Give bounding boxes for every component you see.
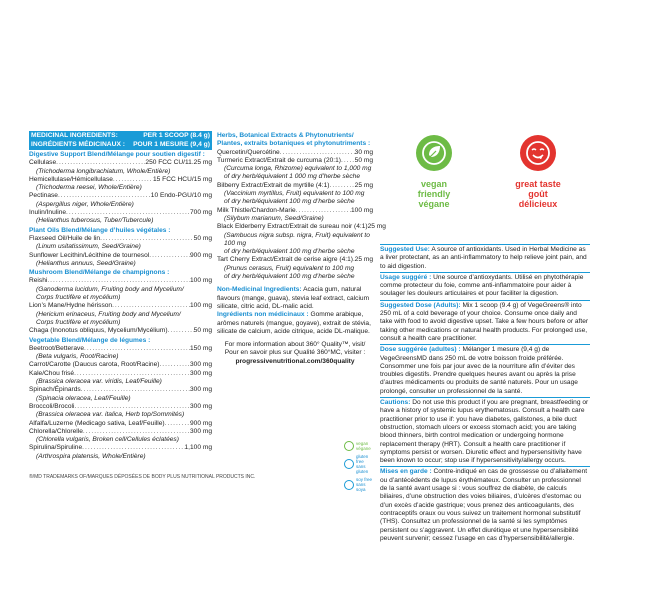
ingredient-row [29, 235, 212, 243]
leader-dots [296, 207, 351, 215]
ingredient-row [29, 370, 212, 378]
header-serving: POUR 1 MESURE (9,4 g) [133, 141, 210, 148]
ingredient-source: (Ganoderma lucidum, Fruiting body and Mycelium/ [36, 285, 184, 293]
info-line-en: For more information about 360° Quality™, visit/ [224, 341, 366, 349]
small-badges [344, 441, 374, 495]
leader-dots [280, 149, 355, 157]
ingredient-row [29, 209, 212, 217]
cautions-text: Do not use this product if you are pregnant, breastfeeding or have a history of systemic lupus erythematosus. Consult a health care practitioner prior to use if: you have diabetes, gallstones, a bile duct obstruction, stomach ulcers or excess stomach acid; you are taking blood thinners, birth control medication or undergoing hormone replacement therapy (HRT). Consult a health care practitioner if symptoms persist or worsen. Diuretic effect and hypersensitivity have been known to occur; stop use if hypersensitivity/allergy occurs. [380, 399, 589, 465]
leader-dots [112, 302, 190, 310]
herb-source: (Silybum marianum, Seed/Graine) [224, 214, 324, 222]
ingredient-row [29, 403, 212, 411]
leader-dots [81, 386, 190, 394]
ingredient-name: Turmeric Extract/Extrait de curcuma (20:1) [217, 156, 341, 164]
ingredient-row [29, 428, 212, 436]
ingredient-name: Black Elderberry Extract/Extrait de sureau noir (4:1) [217, 223, 368, 231]
leader-dots [58, 192, 151, 200]
ingredient-source: (Arthrospira platensis, Whole/Entière) [36, 452, 146, 460]
leader-dots [113, 176, 153, 184]
leader-dots [82, 444, 184, 452]
ingredient-source: (Brassica oleracea var. italica, Herb top/Sommités) [36, 411, 185, 419]
section-title: Vegetable Blend/Mélange de légumes : [29, 336, 151, 344]
ingredient-row [29, 386, 212, 394]
ingredient-name: Quercetin/Quercétine [217, 148, 280, 156]
medicinal-header-en [29, 131, 212, 141]
ingredient-source: Corps fructifère et mycélium) [36, 294, 121, 302]
ingredient-amount: 1,100 mg [184, 444, 212, 452]
leader-dots [84, 345, 190, 353]
header-serving: PER 1 SCOOP (8.4 g) [143, 132, 210, 139]
ingredient-amount: 25 mg [354, 256, 373, 264]
herb-source: of dry herb/équivalent 100 mg d’herbe sèche [224, 248, 355, 256]
taste-label: great taste [515, 179, 561, 189]
ingredient-source: (Aspergillus niger, Whole/Entière) [36, 200, 134, 208]
ingredient-name: Spirulina/Spiruline [29, 444, 83, 452]
ingredient-amount: 50 mg [354, 156, 373, 164]
ingredient-name: Bilberry Extract/Extrait de myrtille (4:1) [217, 181, 330, 189]
trademark-notice: ®/MD TRADEMARKS OF/MARQUES DÉPOSÉES DE BODY PLUS NUTRITIONAL PRODUCTS INC. [29, 474, 256, 480]
small-badge-label-fr: sans gluten [356, 464, 369, 474]
small-badge-label: gluten free [356, 454, 369, 464]
ingredient-name: Inulin/Inuline [29, 209, 67, 217]
medicinal-ingredients-column [29, 131, 212, 461]
ingredient-amount: 900 mg [190, 419, 212, 427]
ingredient-list [29, 151, 212, 461]
ingredient-amount: 250 FCC CU/11.25 mg [145, 159, 212, 167]
herbs-list [217, 148, 386, 282]
gluten-free-badge [344, 454, 374, 474]
ingredient-row [29, 327, 212, 335]
ingredient-name: Beetroot/Betterave [29, 344, 84, 352]
ingredient-source: (Helianthus annuus, Seed/Graine) [36, 259, 136, 267]
ingredient-row [29, 176, 212, 184]
ingredient-amount: 700 mg [190, 209, 212, 217]
vegan-small-icon [344, 441, 354, 451]
ingredient-row [29, 277, 212, 285]
ingredient-name: Spinach/Épinards [29, 386, 81, 394]
small-badge-label-fr: végane [356, 446, 371, 451]
suggested-dose-text-fr: Mélanger 1 mesure (9,4 g) de VegeGreensMD dans 250 mL de votre boisson froide préférée. Consommer une fois par jour avec de la nourriture afin d’éviter des troubles digestifs. Prendre quelques heures avant ou après la prise d’autres médicaments ou produits de santé naturels. Pour un usage prolongé, consulter un professionnel de la santé. [380, 346, 578, 395]
non-medicinal-fr [217, 311, 373, 336]
suggested-use-en [380, 244, 590, 271]
ingredient-row [29, 420, 212, 428]
herbs-title-fr: Plantes, extraits botaniques et phytonutriments : [217, 140, 371, 148]
ingredient-amount: 10 Endo-PGU/10 mg [150, 192, 212, 200]
ingredient-row [217, 182, 373, 190]
ingredient-name: Flaxseed Oil/Huile de lin [29, 234, 101, 242]
ingredient-name: Chaga (Inonotus obliquus, Mycelium/Mycélium) [29, 327, 168, 335]
ingredient-name: Milk Thistle/Chardon-Marie [217, 206, 296, 214]
leader-dots [168, 327, 194, 335]
ingredient-row [217, 207, 373, 215]
leader-dots [159, 361, 190, 369]
ingredient-amount: 300 mg [190, 369, 212, 377]
ingredient-source: (Hericium erinaceus, Fruiting body and Mycelium/ [36, 310, 181, 318]
ingredient-amount: 100 mg [351, 206, 373, 214]
small-badge-label: vegan [356, 441, 369, 446]
ingredient-row [29, 159, 212, 167]
ingredient-amount: 150 mg [190, 344, 212, 352]
leader-dots [330, 182, 355, 190]
ingredient-amount: 100 mg [190, 302, 212, 310]
ingredient-row [217, 157, 373, 165]
suggested-dose-label: Suggested Dose (Adults): [380, 301, 461, 309]
vegan-small-badge [344, 441, 374, 451]
vegan-label: vegan friendly [417, 179, 451, 199]
ingredient-source: (Trichoderma reesei, Whole/Entière) [36, 184, 142, 192]
ingredient-source: (Linum usitatissimum, Seed/Graine) [36, 243, 141, 251]
cautions-en [380, 397, 590, 465]
vegan-badge [408, 135, 460, 209]
info-line-fr: Pour en savoir plus sur Qualité 360°MC, visiter : [224, 349, 366, 357]
ingredient-amount: 15 FCC HCU/15 mg [153, 175, 212, 183]
leader-dots [47, 277, 190, 285]
herb-source: (Curcuma longa, Rhizome) equivalent to 1,000 mg [224, 165, 372, 173]
taste-label-fr: goût délicieux [518, 189, 558, 209]
ingredient-amount: 30 mg [354, 148, 373, 156]
ingredient-amount: 300 mg [190, 427, 212, 435]
section-title: Digestive Support Blend/Mélange pour soutien digestif : [29, 151, 205, 158]
smiley-icon [520, 135, 556, 171]
header-label: INGRÉDIENTS MÉDICINAUX : [31, 141, 126, 148]
medicinal-header-fr [29, 141, 212, 150]
cautions-text-fr: Contre-indiqué en cas de grossesse ou d’allaitement ou d’antécédents de lupus érythémateux. Consulter un professionnel de la santé avant usage si : vous souffrez de diabète, de calculs biliaires, d’une obstruction des voies biliaires, d’ulcères d’estomac ou d’un excès d’acide gastrique; vous prenez des anticoagulants, des contraceptifs oraux ou vous suivez un traitement hormonal substitutif (THS). Consultez un professionnel de la santé si les symptômes persistent ou s’aggravent. Un effet diurétique et une hypersensibilité peuvent survenir; cessez l’usage en cas d’hypersensibilité/allergie. [380, 468, 588, 542]
suggested-use-fr [380, 272, 590, 299]
ingredient-name: Lion’s Mane/Hydne hérisson [29, 302, 113, 310]
ingredient-name: Chlorella/Chlorelle [29, 427, 83, 435]
ingredient-row [29, 192, 212, 200]
suggested-use-label-fr: Usage suggéré : [380, 273, 432, 281]
ingredient-row [217, 149, 373, 157]
leader-dots [341, 157, 355, 165]
small-badge-label-fr: sans soya [356, 482, 366, 492]
leader-dots [165, 420, 190, 428]
ingredient-row [29, 345, 212, 353]
leader-dots [56, 159, 145, 167]
ingredient-row [217, 223, 386, 231]
ingredient-amount: 25 mg [367, 223, 386, 231]
ingredient-amount: 300 mg [190, 402, 212, 410]
herb-source: (Vaccinium myrtillus, Fruit) equivalent to 100 mg [224, 190, 365, 198]
ingredient-name: Reishi [29, 277, 48, 285]
ingredient-amount: 900 mg [190, 251, 212, 259]
herb-source: (Prunus cerasus, Fruit) equivalent to 100 mg [224, 264, 355, 272]
non-medicinal-label: Non-Medicinal Ingredients: [217, 286, 302, 294]
vegan-label-fr: végane [418, 199, 450, 209]
quality-url[interactable]: progressivenutritional.com/360quality [235, 357, 355, 365]
suggested-use-text: A source of antioxidants. Used in Herbal Medicine as a liver protectant, as an anti-inflammatory to help relieve joint pain, and to aid digestion. [380, 246, 587, 270]
leader-dots [83, 428, 190, 436]
ingredient-name: Cellulase [29, 159, 57, 167]
small-badge-label: soy free [356, 477, 373, 482]
non-medicinal-text: Acacia gum, natural flavours (mange, guava), stevia leaf extract, calcium silicate, citric acid, DL-malic acid. [217, 286, 370, 310]
ingredient-name: Carrot/Carotte (Daucus carota, Root/Racine) [29, 361, 160, 369]
cautions-label: Cautions: [380, 399, 411, 407]
ingredient-row [217, 256, 373, 264]
ingredient-amount: 300 mg [190, 361, 212, 369]
ingredient-row [29, 361, 212, 369]
suggested-dose-fr [380, 344, 590, 396]
leader-dots [74, 403, 190, 411]
cautions-fr [380, 466, 590, 543]
herbs-column [217, 131, 386, 366]
ingredient-row [29, 252, 212, 260]
suggested-use-label: Suggested Use: [380, 246, 430, 253]
ingredient-name: Kale/Chou frisé [29, 369, 75, 377]
herbs-title: Herbs, Botanical Extracts & Phytonutrients/ [217, 132, 354, 139]
leader-dots [74, 370, 190, 378]
leader-dots [149, 252, 190, 260]
herb-source: of dry herb/équivalent 100 mg d’herbe sèche [224, 198, 355, 206]
herb-source: of dry herb/équivalent 100 mg d’herbe sèche [224, 273, 355, 281]
leader-dots [66, 209, 190, 217]
ingredient-name: Broccoli/Brocoli [29, 402, 75, 410]
soy-free-icon [344, 480, 354, 490]
ingredient-name: Hemicellulase/Hémicellulase [29, 175, 113, 183]
suggested-dose-label-fr: Dose suggérée (adultes) : [380, 346, 461, 354]
herb-source: of dry herb/équivalent 1 000 mg d’herbe sèche [224, 173, 360, 181]
ingredient-amount: 300 mg [190, 386, 212, 394]
leader-dots [100, 235, 194, 243]
suggested-dose-text: Mix 1 scoop (9.4 g) of VegeGreens® into 250 mL of a cold beverage of your choice. Consume once daily and take with food to avoid digestive upset. Take a few hours before or after taking other medications or natural health products. For prolonged use, consult a health care practitioner. [380, 301, 589, 342]
ingredient-name: Alfalfa/Luzerne (Medicago sativa, Leaf/Feuille) [29, 419, 165, 427]
herb-source: (Sambucus nigra subsp. nigra, Fruit) equivalent to 100 mg [224, 231, 370, 247]
ingredient-name: Tart Cherry Extract/Extrait de cerise aigre (4:1) [217, 256, 353, 264]
badge-area [406, 135, 576, 235]
ingredient-row [29, 302, 212, 310]
non-medicinal-text-fr: Gomme arabique, arômes naturels (mangue, goyave), extrait de stévia, silicate de calcium, acide citrique, acide DL-malique. [217, 311, 371, 335]
cautions-label-fr: Mises en garde : [380, 468, 432, 476]
ingredient-source: (Beta vulgaris, Root/Racine) [36, 353, 119, 361]
suggested-dose-en [380, 300, 590, 343]
ingredient-source: (Spinacia oleracea, Leaf/Feuille) [36, 394, 131, 402]
section-title: Plant Oils Blend/Mélange d’huiles végétales : [29, 226, 171, 234]
ingredient-source: Corps fructifère et mycélium) [36, 318, 121, 326]
taste-badge [512, 135, 564, 209]
soy-free-badge [344, 477, 374, 492]
ingredient-amount: 100 mg [190, 277, 212, 285]
header-label: MEDICINAL INGREDIENTS: [31, 132, 118, 139]
ingredient-source: (Brassica oleracea var. viridis, Leaf/Feuille) [36, 378, 162, 386]
suggested-use-text-fr: Une source d’antioxydants. Utilisé en phytothérapie comme protecteur du foie, comme anti-inflammatoire pour aider à soulager les douleurs articulaires et pour faciliter la digestion. [380, 273, 584, 298]
ingredient-source: (Trichoderma longibrachiatum, Whole/Entière) [36, 167, 171, 175]
ingredient-source: (Chlorella vulgaris, Broken cell/Cellules éclatées) [36, 436, 179, 444]
ingredient-amount: 50 mg [193, 327, 212, 335]
ingredient-row [29, 444, 212, 452]
ingredient-name: Pectinase [29, 192, 58, 200]
section-title: Mushroom Blend/Mélange de champignons : [29, 269, 170, 277]
ingredient-name: Sunflower Lecithin/Lécithine de tournesol [29, 251, 150, 259]
ingredient-source: (Helianthus tuberosus, Tuber/Tubercule) [36, 217, 154, 225]
leaf-icon [416, 135, 452, 171]
ingredient-amount: 25 mg [354, 181, 373, 189]
non-medicinal-en [217, 286, 373, 311]
ingredient-amount: 50 mg [193, 234, 212, 242]
directions-column [380, 243, 590, 543]
gluten-free-icon [344, 459, 354, 469]
non-medicinal-label-fr: Ingrédients non médicinaux : [217, 311, 309, 319]
